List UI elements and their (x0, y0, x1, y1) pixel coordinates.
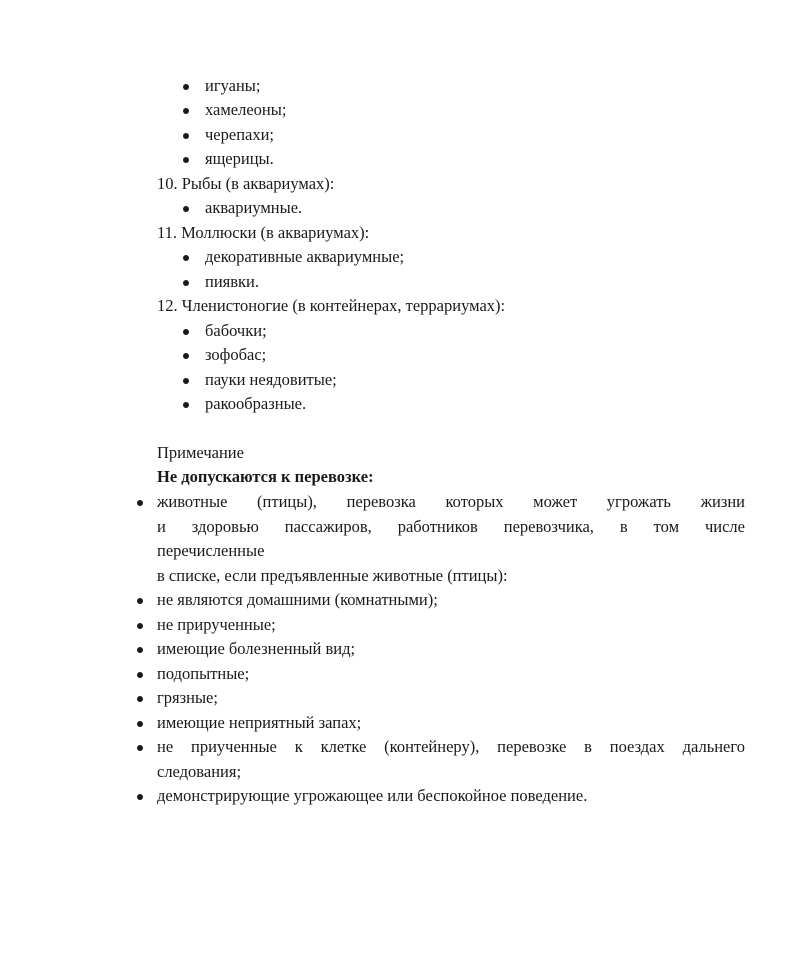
note-item-line: следования; (157, 762, 242, 781)
list-item: хамелеоны; (205, 100, 287, 119)
list-item: зофобас; (205, 345, 267, 364)
bullet-icon (183, 353, 189, 359)
bullet-icon (137, 696, 143, 702)
bullet-icon (183, 255, 189, 261)
note-list-item: имеющие болезненный вид; (157, 639, 356, 658)
list-item: игуаны; (205, 76, 261, 95)
bullet-icon (183, 108, 189, 114)
list-item: черепахи; (205, 125, 275, 144)
note-item-line: животные (птицы), перевозка которых может угрожать жизни (157, 492, 745, 511)
item-title: Членистоногие (в контейнерах, террариумах): (181, 296, 506, 315)
note-item-line: и здоровью пассажиров, работников перевозчика, в том числе (157, 517, 745, 536)
item-title: Моллюски (в аквариумах): (181, 223, 370, 242)
bullet-icon (183, 329, 189, 335)
list-item: ящерицы. (205, 149, 274, 168)
numbered-item-10 (157, 174, 334, 194)
note-list-item: не прирученные; (157, 615, 276, 634)
list-item: бабочки; (205, 321, 267, 340)
list-item: ракообразные. (205, 394, 307, 413)
note-item-line: в списке, если предъявленные животные (птицы): (157, 566, 508, 585)
bullet-icon (137, 623, 143, 629)
item-number: 12. (157, 296, 178, 315)
item-title: Рыбы (в аквариумах): (181, 174, 335, 193)
bullet-icon (183, 133, 189, 139)
note-list-item: грязные; (157, 688, 218, 707)
note-list-item: имеющие неприятный запах; (157, 713, 362, 732)
item-number: 10. (157, 174, 178, 193)
item-number: 11. (157, 223, 178, 242)
list-item: декоративные аквариумные; (205, 247, 405, 266)
bullet-icon (137, 721, 143, 727)
bullet-icon (137, 672, 143, 678)
note-list-item: подопытные; (157, 664, 250, 683)
list-item: пиявки. (205, 272, 260, 291)
bullet-icon (137, 500, 143, 506)
bullet-icon (137, 647, 143, 653)
note-item-line: не приученные к клетке (контейнеру), перевозке в поездах дальнего (157, 737, 745, 756)
note-label: Примечание (157, 443, 244, 462)
bullet-icon (183, 402, 189, 408)
note-heading: Не допускаются к перевозке: (157, 467, 374, 486)
list-item: аквариумные. (205, 198, 303, 217)
list-item: пауки неядовитые; (205, 370, 337, 389)
note-item-line: перечисленные (157, 541, 265, 560)
numbered-item-12 (157, 296, 505, 316)
bullet-icon (183, 378, 189, 384)
bullet-icon (137, 598, 143, 604)
bullet-icon (183, 206, 189, 212)
bullet-icon (183, 84, 189, 90)
bullet-icon (183, 280, 189, 286)
note-list-item: не являются домашними (комнатными); (157, 590, 438, 609)
note-list-item: демонстрирующие угрожающее или беспокойное поведение. (157, 786, 588, 805)
bullet-icon (183, 157, 189, 163)
bullet-icon (137, 745, 143, 751)
bullet-icon (137, 794, 143, 800)
numbered-item-11 (157, 223, 369, 243)
